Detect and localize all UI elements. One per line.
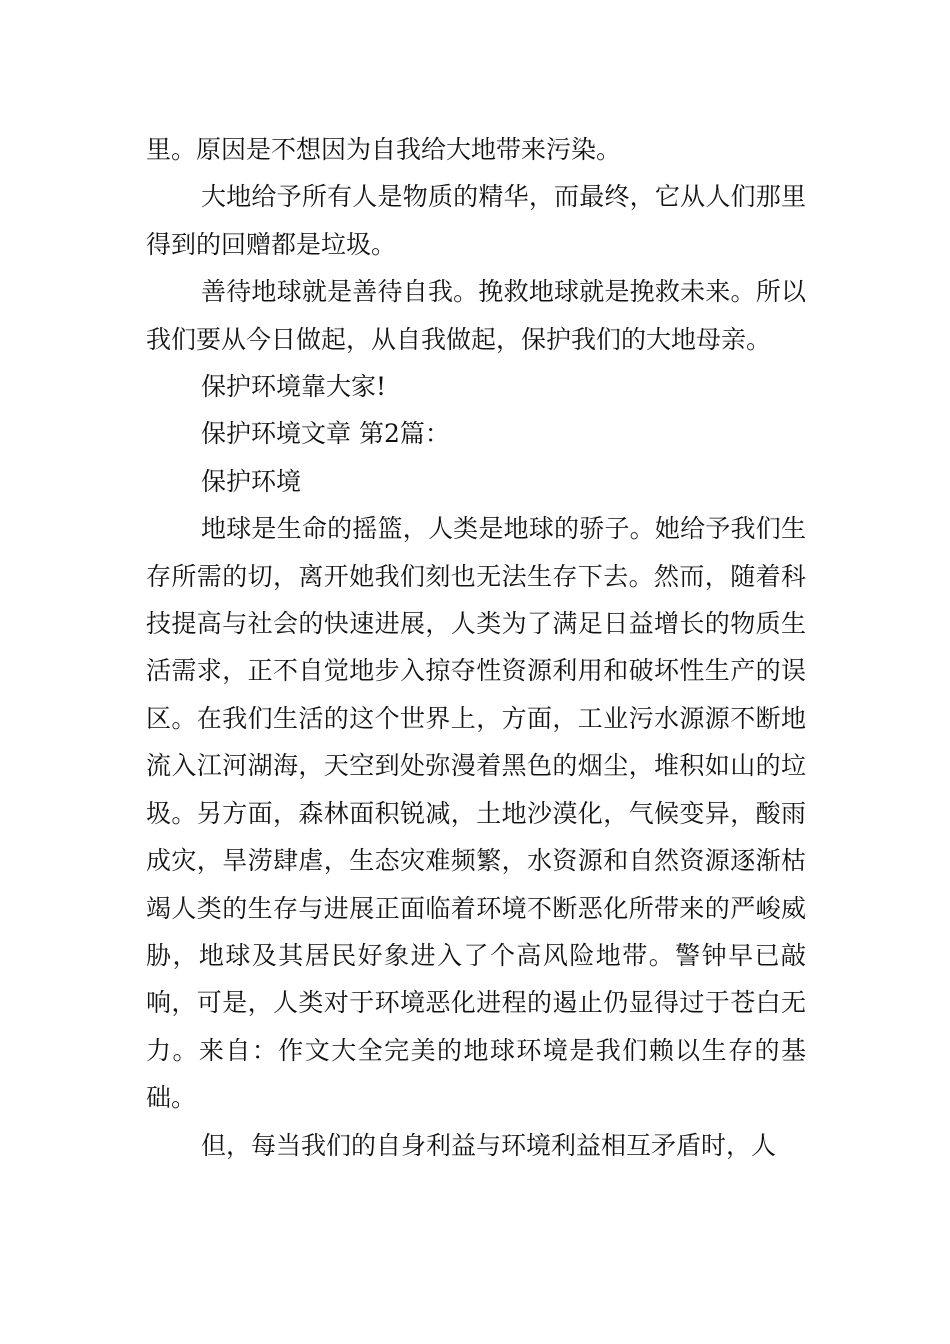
- paragraph-2: 大地给予所有人是物质的精华，而最终，它从人们那里得到的回赠都是垃圾。: [146, 182, 806, 259]
- paragraph-8: 但，每当我们的自身利益与环境利益相互矛盾时，人: [201, 1130, 777, 1160]
- paragraph-3: 善待地球就是善待自我。挽救地球就是挽救未来。所以我们要从今日做起，从自我做起，保护我们的大地母亲。: [146, 277, 806, 354]
- article-heading: 保护环境文章 第2篇：: [201, 419, 450, 449]
- document-body: [146, 126, 806, 1169]
- paragraph-4: 保护环境靠大家!: [201, 372, 387, 402]
- paragraph-1: 里。原因是不想因为自我给大地带来污染。: [146, 135, 622, 164]
- article-title: 保护环境: [201, 466, 302, 496]
- paragraph-7: 地球是生命的摇篮，人类是地球的骄子。她给予我们生存所需的切，离开她我们刻也无法生存下去。然而，随着科技提高与社会的快速进展，人类为了满足日益增长的物质生活需求，正不自觉地步入掠夺性资源利用和破坏性生产的误区。在我们生活的这个世界上，方面，工业污水源源不断地流入江河湖海，天空到处弥漫着黑色的烟尘，堆积如山的垃圾。另方面，森林面积锐减，土地沙漠化，气候变异，酸雨成灾，旱涝肆虐，生态灾难频繁，水资源和自然资源逐渐枯竭人类的生存与进展正面临着环境不断恶化所带来的严峻威胁，地球及其居民好象进入了个高风险地带。警钟早已敲响，可是，人类对于环境恶化进程的遏止仍显得过于苍白无力。来自：作文大全完美的地球环境是我们赖以生存的基础。: [146, 514, 806, 1113]
